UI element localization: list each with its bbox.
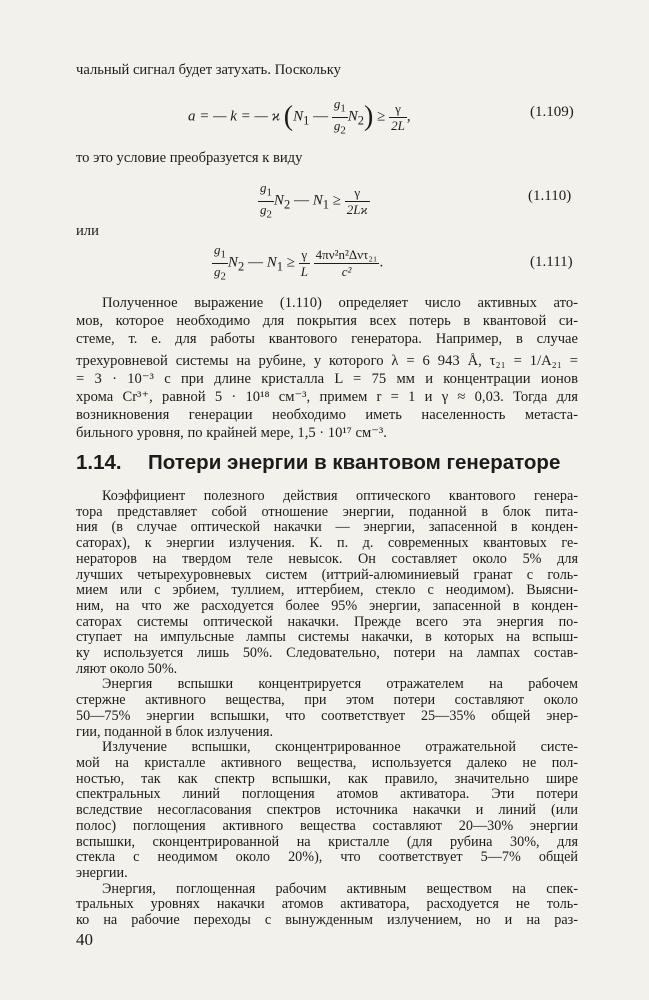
para3-line: гии, поданной в блок излучения. [76, 723, 274, 740]
eq110-minus: — [290, 192, 313, 209]
eq110-rhs-fraction [345, 185, 370, 218]
eq111-g2: g [214, 263, 221, 279]
eq111-n1: N [266, 254, 277, 271]
eq111-n2: N [227, 254, 238, 271]
para2-line: ку используется лишь 50%. Следовательно, потери на лампах состав- [76, 645, 578, 661]
eq109-g1-sub: 1 [340, 102, 346, 115]
para2-line: ния (в случае оптической накачки — энергии, запасенной в конден- [76, 519, 578, 536]
intro-line: чальный сигнал будет затухать. Поскольку [76, 62, 341, 78]
eq110-g-fraction [258, 180, 274, 222]
eq111-g-fraction [212, 242, 228, 284]
eq110-g2-sub: 2 [266, 208, 272, 221]
eq111-gden: L [300, 263, 308, 279]
eq109-rden: 2L [391, 117, 405, 133]
para4-line: ностью, так как спектр вспышки, как правило, значительно шире [76, 770, 578, 787]
para2-line: ступает на импульсные лампы системы накачки, в которых на вспыш- [76, 629, 578, 646]
para5-line: Энергия, поглощенная рабочим активным веществом на спек- [102, 880, 578, 897]
eq110-rnum: γ [345, 185, 370, 202]
para4-line: энергии. [76, 864, 128, 881]
eq109-rhs-fraction [389, 101, 407, 134]
section-number: 1.14. [76, 451, 122, 474]
eq111-g1: g [214, 242, 221, 257]
para5-line: ко на рабочие переходы с вынужденным излучением, но и на раз- [76, 912, 578, 928]
para1-line: стеме, т. е. для работы квантового генератора. Например, в случае [76, 331, 578, 347]
para3-line: Энергия вспышки концентрируется отражателем на рабочем [102, 676, 578, 693]
eq109-n1: N [293, 108, 304, 125]
section-title: Потери энергии в квантовом генераторе [148, 451, 561, 474]
eq111-tail: . [379, 254, 384, 271]
eq111-gnum: γ [299, 247, 310, 264]
para2-line: мием или с эрбием, туллием, иттербием, стекло с неодимом). Выясни- [76, 582, 578, 599]
para2-line: саторах системы оптической накачки. Прежде всего эта энергия по- [76, 613, 578, 630]
page-number: 40 [76, 930, 93, 949]
para4-line: вспышки, сконцентрированной на кристалле (для рубина 30%, для [76, 833, 578, 850]
para2-line: ляют около 50%. [76, 660, 178, 677]
para5-line: тральных уровнях накачки атомов активатора, расходуется не толь- [76, 896, 578, 913]
para3-line: стержне активного вещества, при этом потери составляют около [76, 692, 578, 709]
eq111-g2-sub: 2 [220, 270, 226, 283]
para4-line: мой на кристалле активного вещества, используется далеко не пол- [76, 755, 578, 771]
para2-line: саторах), к энергии излучения. К. п. д. современных квантовых ге- [76, 535, 578, 552]
para2-line: тора представляет собой отношение энергии, поданной в блок пита- [76, 503, 578, 520]
eq111-gamma-fraction [299, 247, 310, 280]
para2-line: нераторов на твердом теле невысок. Он составляет около 5% для [76, 550, 578, 567]
section-heading [76, 451, 586, 475]
para1-line: Полученное выражение (1.110) определяет число активных ато- [102, 295, 578, 311]
equation-1-109: a = — k = — ϰ ($N_1$ — $\frac{g_1}{g_2}$ $N_2$) ≥ $\frac{\gamma}{2L}$ , [188, 96, 411, 137]
para1-line: бильного уровня, по крайней мере, 1,5 · 10¹⁷ см⁻³. [76, 425, 387, 441]
or-word: или [76, 223, 99, 239]
eq110-n2: N [273, 192, 284, 209]
para1-line: возникновения генерации необходимо иметь населенность метаста- [76, 407, 578, 423]
eq110-rden: 2Lϰ [346, 201, 368, 217]
para2-line: ним, на что же расходуется более 95% энергии, запасенной в конден- [76, 597, 578, 614]
para1-line: мов, которое необходимо для покрытия всех потерь в квантовой си- [76, 313, 578, 329]
eq110-g1-sub: 1 [266, 186, 272, 199]
eq109-g-fraction [332, 96, 348, 138]
eq109-rnum: γ [389, 101, 407, 118]
eq110-geq: ≥ [332, 192, 341, 209]
eq111-minus: — [244, 254, 267, 271]
para1-line: хрома Cr³⁺, равной 5 · 10¹⁸ см⁻³, примем r = 1 и γ ≈ 0,03. Тогда для [76, 389, 578, 405]
para1-line: трехуровневой системы на рубине, у которого λ = 6 943 Å, τ₂₁ = 1/A₂₁ = [76, 353, 578, 369]
para4-line: полос) поглощения активного вещества составляют 20—30% энергии [76, 817, 578, 834]
eq109-g2-sub: 2 [340, 124, 346, 137]
eq110-g2: g [260, 201, 267, 217]
eq109-n1-sub: 1 [303, 113, 310, 128]
eq109-lhs: a = — k = — ϰ [188, 108, 281, 125]
eq109-g1: g [333, 96, 341, 111]
para2-line: Коэффициент полезного действия оптического квантового генера- [102, 488, 578, 504]
eq109-geq: ≥ [377, 108, 386, 125]
eq111-bden: c² [341, 263, 352, 279]
para3-line: 50—75% энергии вспышки, что соответствует 25—35% общей энер- [76, 707, 578, 724]
eq111-number: (1.111) [530, 254, 573, 270]
eq109-number: (1.109) [530, 104, 574, 120]
eq109-n2-sub: 2 [357, 113, 365, 128]
para2-line: лучших четырехуровневых систем (иттрий-алюминиевый гранат с голь- [76, 566, 578, 583]
para4-line: стекла с неодимом около 20%), что соответствует 5—7% общей [76, 849, 578, 866]
eq110-n1-sub: 1 [322, 197, 329, 212]
eq110-g1: g [260, 180, 267, 195]
transition-line: то это условие преобразуется к виду [76, 150, 303, 166]
equation-1-111 [212, 242, 383, 284]
eq111-n1-sub: 1 [276, 259, 283, 274]
eq111-geq: ≥ [286, 254, 295, 271]
eq111-big-fraction [314, 247, 380, 280]
eq110-number: (1.110) [528, 188, 572, 204]
eq111-n2-sub: 2 [237, 259, 245, 274]
para4-line: Излучение вспышки, сконцентрированное отражательной систе- [102, 739, 578, 756]
eq109-tail: , [406, 108, 411, 125]
equation-1-110 [258, 180, 370, 222]
eq109-minus: — [309, 108, 332, 125]
para4-line: вследствие несогласования спектров источника накачки и линий (или [76, 802, 578, 819]
eq111-g1-sub: 1 [220, 248, 226, 261]
eq111-bnum: 4πν²n²Δντ₂₁ [315, 246, 378, 262]
eq109-g2: g [333, 117, 341, 133]
para4-line: спектральных линий поглощения атомов активатора. Эти потери [76, 786, 578, 803]
eq110-n2-sub: 2 [283, 197, 291, 212]
para1-line: = 3 · 10⁻³ с при длине кристалла L = 75 мм и концентрации ионов [76, 371, 578, 387]
eq110-n1: N [312, 192, 323, 209]
eq109-n2: N [347, 108, 358, 125]
